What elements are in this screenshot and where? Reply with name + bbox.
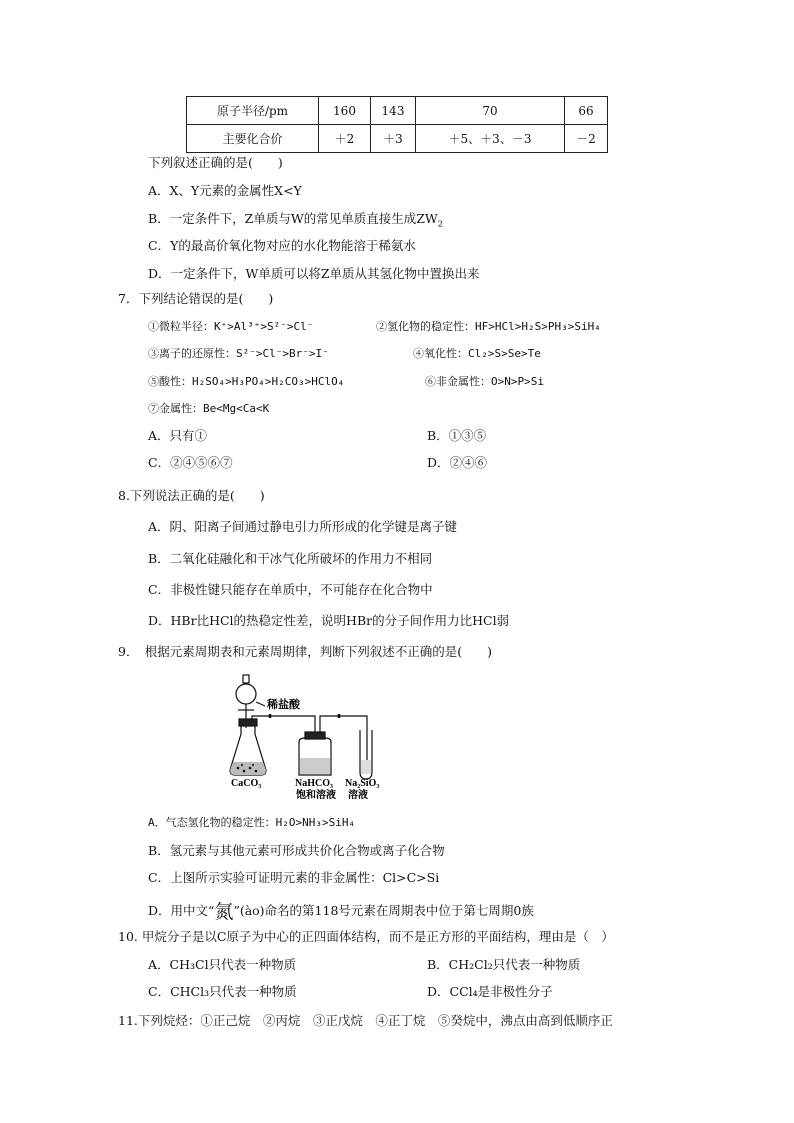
q10-option-b: B．CH₂Cl₂只代表一种物质 (427, 957, 581, 972)
q9-option-b: B．氢元素与其他元素可形成共价化合物或离子化合物 (148, 843, 445, 858)
table-row (187, 97, 608, 125)
q10-option-a: A．CH₃Cl只代表一种物质 (148, 957, 297, 972)
q6-option-b (148, 210, 443, 234)
table-cell: 70 (416, 97, 565, 125)
q7-option-c: C．②④⑤⑥⑦ (148, 455, 233, 470)
table-cell: ＋3 (371, 125, 416, 153)
q8-option-d: D．HBr比HCl的热稳定性差，说明HBr的分子间作用力比HCl弱 (148, 613, 510, 628)
q7-statement-4: ④氧化性：Cl₂>S>Se>Te (413, 347, 541, 360)
q9-option-d-post: ”(ào)命名的第118号元素在周期表中位于第七周期0族 (233, 903, 534, 918)
nahco3-label: NaHCO₃ (295, 778, 333, 789)
q6-option-a: A．X、Y元素的金属性X<Y (148, 183, 302, 198)
na2sio3-label: Na₂SiO₃ (345, 778, 380, 789)
q9-option-d-pre: D．用中文“ (148, 903, 215, 918)
q11-stem: 11.下列烷烃：①正己烷 ②丙烷 ③正戊烷 ④正丁烷 ⑤癸烷中，沸点由高到低顺序正 (118, 1013, 613, 1028)
q7-statement-6: ⑥非金属性：O>N>P>Si (425, 375, 544, 388)
q6-option-d: D．一定条件下，W单质可以将Z单质从其氢化物中置换出来 (148, 266, 480, 281)
q9-option-a: A．气态氢化物的稳定性：H₂O>NH₃>SiH₄ (148, 816, 356, 829)
q7-stem: 7．下列结论错误的是( ) (118, 291, 274, 306)
q6-option-b-text: B．一定条件下，Z单质与W的常见单质直接生成ZW (148, 211, 438, 226)
q10-stem: 10. 甲烷分子是以C原子为中心的正四面体结构，而不是正方形的平面结构，理由是（ ） (118, 929, 614, 944)
solution-label: 溶液 (348, 790, 368, 801)
row-label: 原子半径/pm (187, 97, 319, 125)
q6-option-c: C．Y的最高价氧化物对应的水化物能溶于稀氨水 (148, 238, 416, 253)
tube-liquid (361, 760, 371, 774)
table-cell: ＋5、＋3、－3 (416, 125, 565, 153)
table-row (187, 125, 608, 153)
q8-option-a: A．阴、阳离子间通过静电引力所形成的化学键是离子键 (148, 519, 458, 534)
q7-statement-7: ⑦金属性：Be<Mg<Ca<K (148, 402, 270, 415)
q7-option-b: B．①③⑤ (427, 428, 487, 443)
caco3-label: CaCO₃ (231, 778, 262, 789)
q8-option-c: C．非极性键只能存在单质中，不可能存在化合物中 (148, 582, 433, 597)
apparatus-figure (225, 672, 400, 802)
bottle-liquid (300, 758, 330, 774)
q10-option-d: D．CCl₄是非极性分子 (427, 984, 553, 999)
q9-option-c: C．上图所示实验可证明元素的非金属性：Cl>C>Si (148, 870, 440, 885)
row-label: 主要化合价 (187, 125, 319, 153)
q10-option-c: C．CHCl₃只代表一种物质 (148, 984, 297, 999)
saturated-solution-label: 饱和溶液 (296, 790, 336, 801)
table-cell: 143 (371, 97, 416, 125)
q8-stem: 8.下列说法正确的是( ) (118, 488, 265, 503)
q8-option-b: B．二氧化硅融化和干冰气化所破坏的作用力不相同 (148, 551, 433, 566)
acid-label: 稀盐酸 (267, 699, 300, 711)
table-cell: 160 (319, 97, 371, 125)
q9-option-d (148, 900, 534, 923)
funnel-stopper (243, 675, 249, 683)
q9-stem: 9． 根据元素周期表和元素周期律，判断下列叙述不正确的是( ) (118, 644, 492, 659)
q7-option-d: D．②④⑥ (427, 455, 488, 470)
table-cell: 66 (565, 97, 608, 125)
table-cell: －2 (565, 125, 608, 153)
q6-option-b-subscript: 2 (437, 219, 443, 229)
q7-statement-2: ②氢化物的稳定性：HF>HCl>H₂S>PH₃>SiH₄ (376, 320, 601, 333)
q6-stem: 下列叙述正确的是( ) (148, 155, 283, 170)
acid-pointer (256, 702, 265, 706)
q7-statement-3: ③离子的还原性：S²⁻>Cl⁻>Br⁻>I⁻ (148, 347, 329, 360)
funnel-bulb (236, 684, 256, 704)
element-name-glyph: 氮 (214, 901, 234, 923)
delivery-tube-1 (252, 716, 315, 734)
q7-statement-5: ⑤酸性：H₂SO₄>H₃PO₄>H₂CO₃>HClO₄ (148, 375, 345, 388)
q7-statement-1: ①微粒半径：K⁺>Al³⁺>S²⁻>Cl⁻ (148, 320, 314, 333)
table-cell: ＋2 (319, 125, 371, 153)
element-property-table (186, 96, 608, 153)
flask-stopper (239, 719, 257, 726)
flask-liquid (230, 762, 266, 775)
q7-option-a: A．只有① (148, 428, 208, 443)
